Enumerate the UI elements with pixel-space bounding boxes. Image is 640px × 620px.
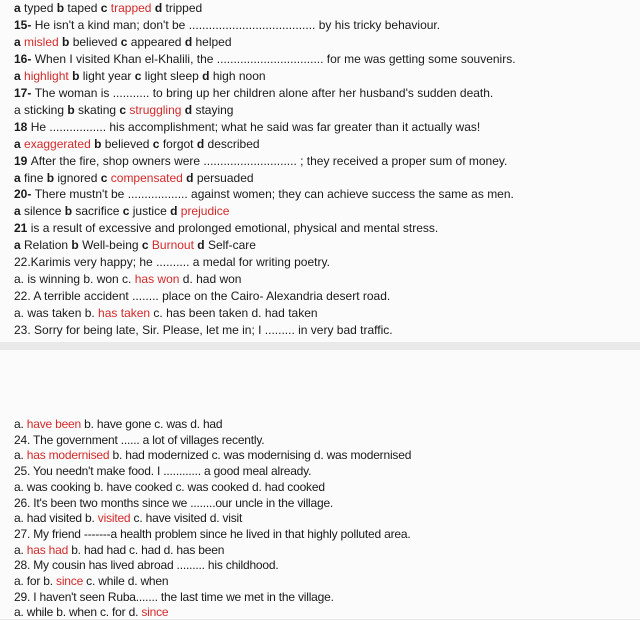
line-text: justice [132,204,171,219]
answer-highlight: has had [26,542,69,557]
line-text: persuaded [196,170,254,185]
line-text: a. was taken b. [14,306,99,321]
page2-line [14,480,325,495]
option-letter: 15- [14,17,35,32]
option-letter: d [170,204,181,219]
option-letter: b [56,1,68,15]
option-letter: d [184,34,196,49]
page2-line [14,558,279,573]
answer-highlight: misled [24,34,63,49]
line-text: appeared [130,34,185,49]
answer-highlight: has modernised [26,448,110,463]
option-letter: b [46,170,58,185]
page1-line [14,18,440,33]
line-text: silence [24,204,65,219]
page2-line [14,527,410,542]
answer-highlight: since [141,605,169,620]
line-text: a. [14,542,27,557]
line-text: b. have gone c. was d. had [81,417,223,431]
line-text: a. [14,417,27,431]
line-text: c. has been taken d. had taken [150,306,318,321]
page1-line [14,35,232,50]
line-text: believed [72,34,121,49]
line-text: There mustn't be .................. against women; they can achieve success the same as men. [34,187,514,202]
line-text: 24. The government ...... a lot of villages recently. [14,432,265,447]
option-letter: b [72,68,83,83]
option-letter: c [119,102,130,117]
line-text: 26. It's been two months since we ........our uncle in the village. [14,495,334,510]
line-text: Well-being [82,238,142,253]
line-text: 22.Karimis very happy; he .......... a medal for writing poetry. [14,255,330,270]
option-letter: d [197,238,208,253]
line-text: a. while b. when c. for d. [14,605,142,620]
option-letter: b [94,136,105,151]
option-letter: 18 [14,119,31,134]
line-text: b. had had c. had d. has been [68,542,225,557]
page2-line [14,574,168,589]
option-letter: a [14,1,25,15]
page1-line [14,52,516,67]
option-letter: d [186,170,197,185]
answer-highlight: Burnout [151,238,198,253]
line-text: believed [104,136,153,151]
line-text: 28. My cousin has lived abroad ......... his childhood. [14,558,279,573]
page1-line [14,86,493,101]
line-text: is a result of excessive and prolonged emotional, physical and mental stress. [30,221,439,236]
line-text: a. was cooking b. have cooked c. was cooked d. had cooked [14,479,325,494]
page2-line [14,464,311,479]
page2-line [14,448,411,463]
page2-line [14,496,333,511]
page1-line [14,69,266,84]
page1-line [14,1,202,16]
line-text: a sticking [14,102,68,117]
line-text: 29. I haven't seen Ruba....... the last time we met in the village. [14,589,334,604]
page1-line [14,204,229,219]
answer-highlight: has taken [98,306,151,321]
line-text: a. [14,448,27,463]
line-text: sacrifice [75,204,123,219]
page1-line [14,272,241,287]
line-text: taped [67,1,101,15]
option-letter: 19 [14,153,31,168]
line-text: d. had won [179,272,242,287]
line-text: tripped [165,1,203,15]
option-letter: 20- [14,187,35,202]
option-letter: c [152,136,163,151]
option-letter: 17- [14,85,35,100]
answer-highlight: prejudice [180,204,230,219]
line-text: high noon [212,68,266,83]
option-letter: a [14,204,25,219]
line-text: Self-care [207,238,256,253]
page1-line [14,154,507,169]
line-text: After the fire, shop owners were ............................ ; they received a proper sum of money. [30,153,508,168]
page2-line [14,605,168,620]
answer-highlight: compensated [110,170,187,185]
option-letter: d [184,102,196,117]
worksheet-page-2 [0,350,640,619]
option-letter: c [100,1,111,15]
line-text: helped [195,34,232,49]
line-text: a. for b. [14,574,57,588]
option-letter: c [134,68,145,83]
line-text: c. while d. when [83,574,169,588]
option-letter: c [120,34,131,49]
line-text: 25. You needn't make food. I ............ a good meal already. [14,464,312,479]
option-letter: c [122,204,133,219]
line-text: b. had modernized c. was modernising d. was modernised [109,448,412,463]
page1-line [14,187,514,202]
page1-line [14,306,318,321]
line-text: ignored [57,170,101,185]
option-letter: b [62,34,73,49]
line-text: typed [24,1,57,15]
option-letter: d [196,136,208,151]
line-text: light sleep [144,68,203,83]
page1-line [14,255,330,270]
option-letter: a [14,136,25,151]
page1-line [14,120,480,135]
line-text: a. had visited b. [14,511,98,526]
page2-line [14,433,264,448]
page1-line [14,323,393,338]
line-text: a. is winning b. won c. [14,272,135,287]
line-text: 27. My friend -------a health problem since he lived in that highly polluted area. [14,526,411,541]
answer-highlight: have been [26,417,82,431]
answer-highlight: highlight [24,68,73,83]
line-text: 22. A terrible accident ........ place on the Cairo- Alexandria desert road. [14,289,391,304]
line-text: c. have visited d. visit [130,511,243,526]
answer-highlight: trapped [110,1,155,15]
page1-line [14,238,256,253]
page1-line [14,221,438,236]
line-text: staying [195,102,234,117]
option-letter: a [14,34,25,49]
answer-highlight: exaggerated [24,136,95,151]
line-text: skating [78,102,120,117]
page1-line [14,289,390,304]
answer-highlight: visited [97,511,131,526]
option-letter: 21 [14,221,31,236]
option-letter: c [141,238,152,253]
page2-line [14,417,222,432]
line-text: The woman is ........... to bring up her children alone after her husband's sudden death. [34,85,494,100]
page1-line [14,171,254,186]
answer-highlight: struggling [129,102,185,117]
line-text: described [207,136,260,151]
line-text: He ................. his accomplishment; what he said was far greater than it actually was! [30,119,481,134]
option-letter: d [154,1,166,15]
page1-line [14,103,233,118]
option-letter: a [14,238,25,253]
line-text: 23. Sorry for being late, Sir. Please, let me in; I ......... in very bad traffic. [14,323,393,338]
line-text: He isn't a kind man; don't be ...................................... by his tricky behaviour. [34,17,441,32]
option-letter: d [202,68,213,83]
option-letter: c [100,170,111,185]
line-text: Relation [24,238,72,253]
option-letter: b [67,102,79,117]
option-letter: b [71,238,83,253]
page1-line [14,137,260,152]
line-text: fine [24,170,47,185]
page2-line [14,511,242,526]
page2-line [14,543,224,558]
answer-highlight: has won [134,272,180,287]
page2-line [14,590,334,605]
answer-highlight: since [56,574,84,588]
option-letter: 16- [14,51,35,66]
option-letter: a [14,170,25,185]
line-text: forgot [162,136,197,151]
line-text: light year [82,68,135,83]
option-letter: b [64,204,76,219]
line-text: When I visited Khan el-Khalili, the ................................ for me was getting some souvenirs. [34,51,516,66]
option-letter: a [14,68,25,83]
